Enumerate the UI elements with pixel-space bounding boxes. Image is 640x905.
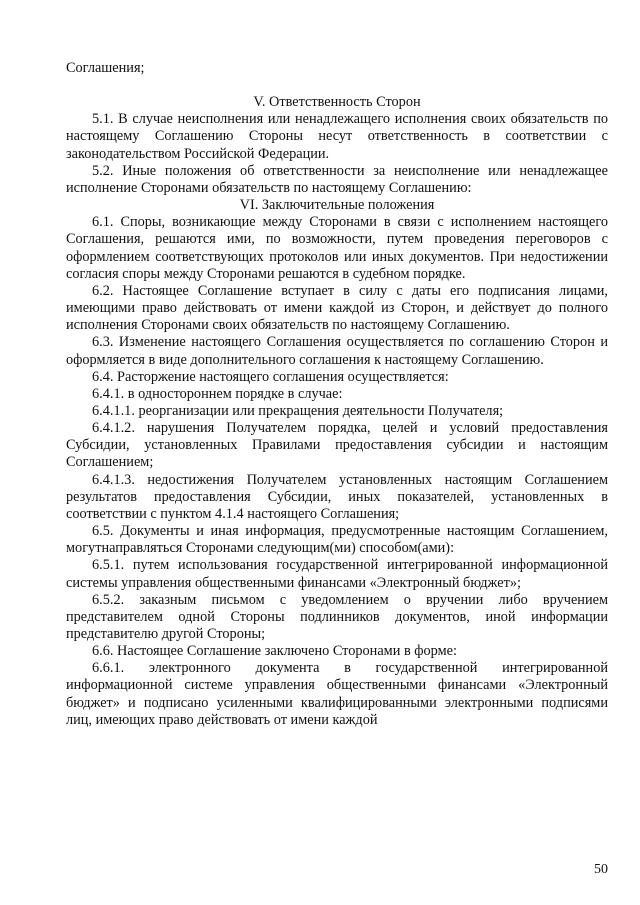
paragraph-6-5: 6.5. Документы и иная информация, предусмотренные настоящим Соглашением, могутнаправляться Сторонами следующим(ми) способом(ами): [66,523,608,557]
paragraph-6-1: 6.1. Споры, возникающие между Сторонами в связи с исполнением настоящего Соглашения, решаются ими, по возможности, путем проведения переговоров с оформлением соответствующих протоколов или иных документов. При недостижении согласия споры между Сторонами решаются в судебном порядке. [66,214,608,282]
paragraph-6-3: 6.3. Изменение настоящего Соглашения осуществляется по соглашению Сторон и оформляется в виде дополнительного соглашения к настоящему Соглашению. [66,334,608,368]
paragraph-6-5-1: 6.5.1. путем использования государственной интегрированной информационной системы управления общественными финансами «Электронный бюджет»; [66,557,608,591]
paragraph-6-4-1-3: 6.4.1.3. недостижения Получателем установленных настоящим Соглашением результатов предоставления Субсидии, иных показателей, установленных в соответствии с пунктом 4.1.4 настоящего Соглашения; [66,471,608,522]
document-page [66,60,608,729]
lead-line: Соглашения; [66,60,145,76]
section-6-heading: VI. Заключительные положения [239,197,435,214]
paragraph-5-1: 5.1. В случае неисполнения или ненадлежащего исполнения своих обязательств по настоящему Соглашению Стороны несут ответственность в соответствии с законодательством Российской Федерации. [66,111,608,162]
paragraph-6-4-1-2: 6.4.1.2. нарушения Получателем порядка, целей и условий предоставления Субсидии, установленных Правилами предоставления субсидии и настоящим Соглашением; [66,420,608,471]
section-5-heading: V. Ответственность Сторон [253,94,421,111]
paragraph-6-2: 6.2. Настоящее Соглашение вступает в силу с даты его подписания лицами, имеющими право действовать от имени каждой из Сторон, и действует до полного исполнения Сторонами своих обязательств по настоящему Соглашению. [66,282,608,334]
paragraph-5-2: 5.2. Иные положения об ответственности за неисполнение или ненадлежащее исполнение Сторонами обязательств по настоящему Соглашению: [66,162,608,196]
page-number: 50 [594,862,608,877]
paragraph-6-6: 6.6. Настоящее Соглашение заключено Сторонами в форме: [92,643,457,660]
paragraph-6-5-2: 6.5.2. заказным письмом с уведомлением о вручении либо вручением представителем одной Стороны подлинников документов, иной информации представителю другой Стороны; [66,591,608,642]
paragraph-6-4: 6.4. Расторжение настоящего соглашения осуществляется: [92,368,449,385]
paragraph-6-4-1-1: 6.4.1.1. реорганизации или прекращения деятельности Получателя; [92,402,504,419]
paragraph-6-6-1: 6.6.1. электронного документа в государственной интегрированной информационной системе управления общественными финансами «Электронный бюджет» и подписано усиленными квалифицированными электронными подписями лиц, имеющих право действовать от имени каждой [66,660,608,728]
paragraph-6-4-1: 6.4.1. в одностороннем порядке в случае: [92,385,343,402]
